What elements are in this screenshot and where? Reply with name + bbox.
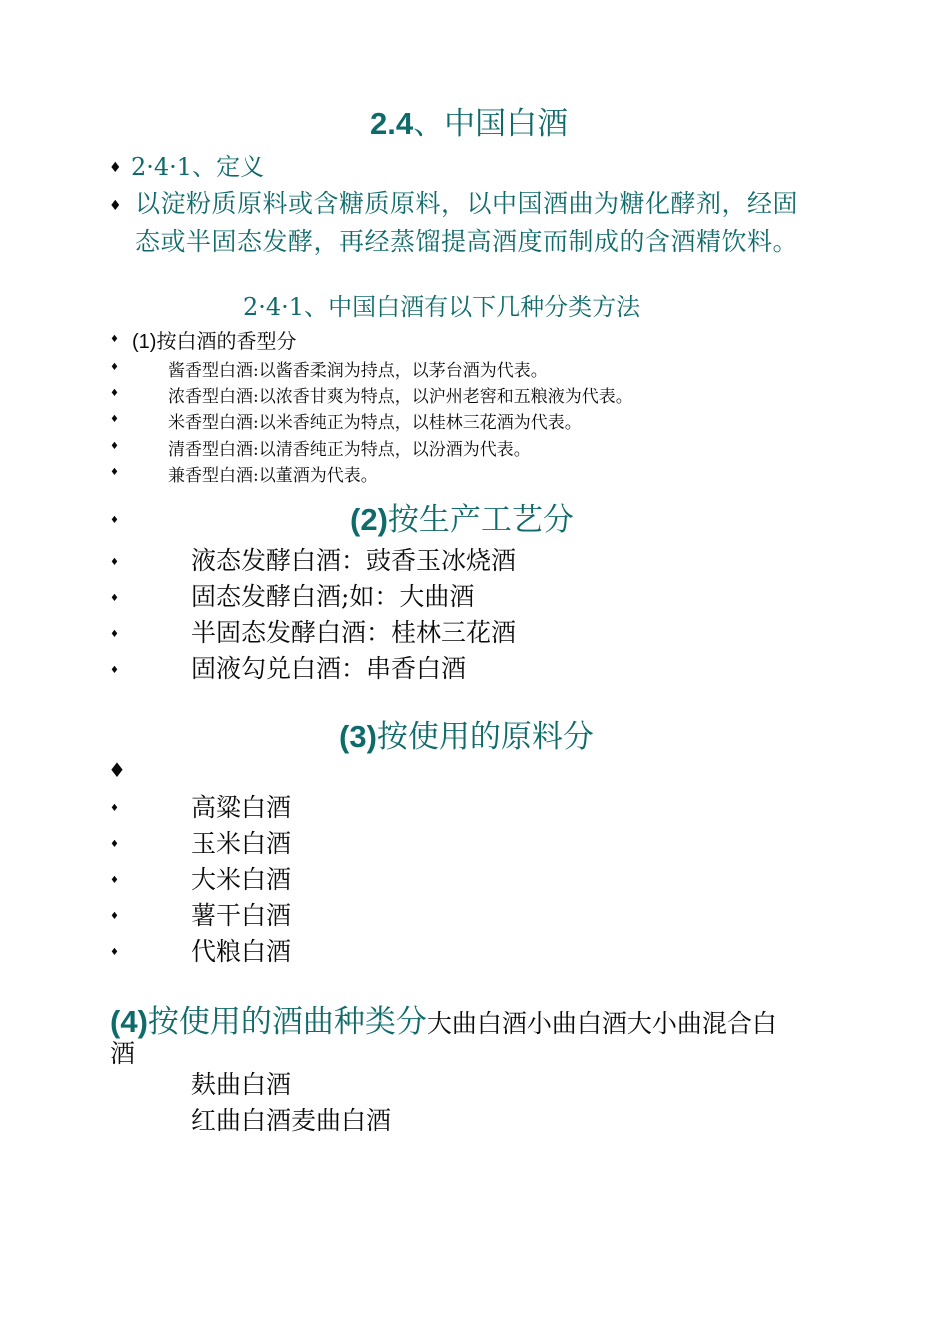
bullet-icon: ♦	[110, 334, 119, 345]
aroma-type-item: 浓香型白酒:以浓香甘爽为特点，以沪州老窖和五粮液为代表。	[168, 387, 633, 407]
definition-heading: 2·4·1、定义	[131, 153, 265, 181]
definition-body-line1: 以淀粉质原料或含糖质原料，以中国酒曲为糖化酵剂，经固	[135, 189, 799, 218]
classification-heading: 2·4·1、中国白酒有以下几种分类方法	[243, 293, 641, 321]
bullet-icon: ♦	[110, 441, 119, 452]
section4-line2: 麸曲白酒	[191, 1070, 292, 1099]
page-title	[370, 98, 568, 143]
page-title-number: 2.4	[370, 106, 414, 141]
bullet-icon: ♦	[110, 467, 119, 478]
section4-heading-number: (4)	[110, 1004, 148, 1039]
bullet-icon: ♦	[110, 414, 119, 425]
bullet-icon: ♦	[109, 160, 122, 176]
raw-material-item: 薯干白酒	[191, 901, 292, 930]
section2-heading-number: (2)	[350, 502, 388, 537]
aroma-type-item: 酱香型白酒:以酱香柔润为持点，以茅台酒为代表。	[168, 361, 548, 381]
section4-wrap-text: 酒	[110, 1039, 136, 1068]
section2-heading-text: 按生产工艺分	[387, 502, 574, 538]
section4-heading-text: 按使用的酒曲种类分	[147, 1004, 427, 1040]
section3-heading-number: (3)	[339, 719, 377, 754]
page-title-text: 、中国白酒	[413, 106, 569, 142]
section1-heading-text: 按白酒的香型分	[156, 329, 297, 353]
bullet-icon: ♦	[109, 198, 122, 214]
process-type-item: 固态发酵白酒;如：大曲酒	[191, 582, 475, 611]
bullet-icon: ♦	[110, 593, 119, 604]
bullet-icon: ♦	[108, 758, 126, 782]
bullet-icon: ♦	[110, 911, 119, 922]
bullet-icon: ♦	[110, 665, 119, 676]
section4-inline-text: 大曲白酒小曲白酒大小曲混合白	[426, 1009, 777, 1038]
raw-material-item: 玉米白酒	[191, 829, 292, 858]
aroma-type-item: 米香型白酒:以米香纯正为特点，以桂林三花酒为代表。	[168, 413, 582, 433]
bullet-icon: ♦	[110, 388, 119, 399]
bullet-icon: ♦	[110, 557, 119, 568]
bullet-icon: ♦	[110, 839, 119, 850]
section3-heading	[339, 711, 594, 756]
section1-heading-number: (1)	[132, 331, 157, 353]
bullet-icon: ♦	[110, 515, 119, 526]
raw-material-item: 高粱白酒	[191, 793, 292, 822]
process-type-item: 固液勾兑白酒：串香白酒	[191, 654, 467, 683]
bullet-icon: ♦	[110, 875, 119, 886]
bullet-icon: ♦	[110, 947, 119, 958]
aroma-type-item: 清香型白酒:以清香纯正为特点，以汾酒为代表。	[168, 440, 531, 460]
section3-heading-text: 按使用的原料分	[376, 719, 594, 755]
section2-heading	[350, 494, 574, 539]
definition-body-line2: 态或半固态发酵，再经蒸馏提高酒度而制成的含酒精饮料。	[135, 227, 799, 256]
bullet-icon: ♦	[110, 629, 119, 640]
section4-heading	[110, 996, 777, 1041]
raw-material-item: 大米白酒	[191, 865, 292, 894]
bullet-icon: ♦	[110, 362, 119, 373]
bullet-icon: ♦	[110, 803, 119, 814]
process-type-item: 半固态发酵白酒：桂林三花酒	[191, 618, 517, 647]
aroma-type-item: 兼香型白酒:以董酒为代表。	[168, 466, 378, 486]
raw-material-item: 代粮白酒	[191, 937, 292, 966]
process-type-item: 液态发酵白酒：豉香玉冰烧酒	[191, 546, 517, 575]
section4-line3: 红曲白酒麦曲白酒	[191, 1106, 392, 1135]
section1-heading	[132, 325, 296, 354]
